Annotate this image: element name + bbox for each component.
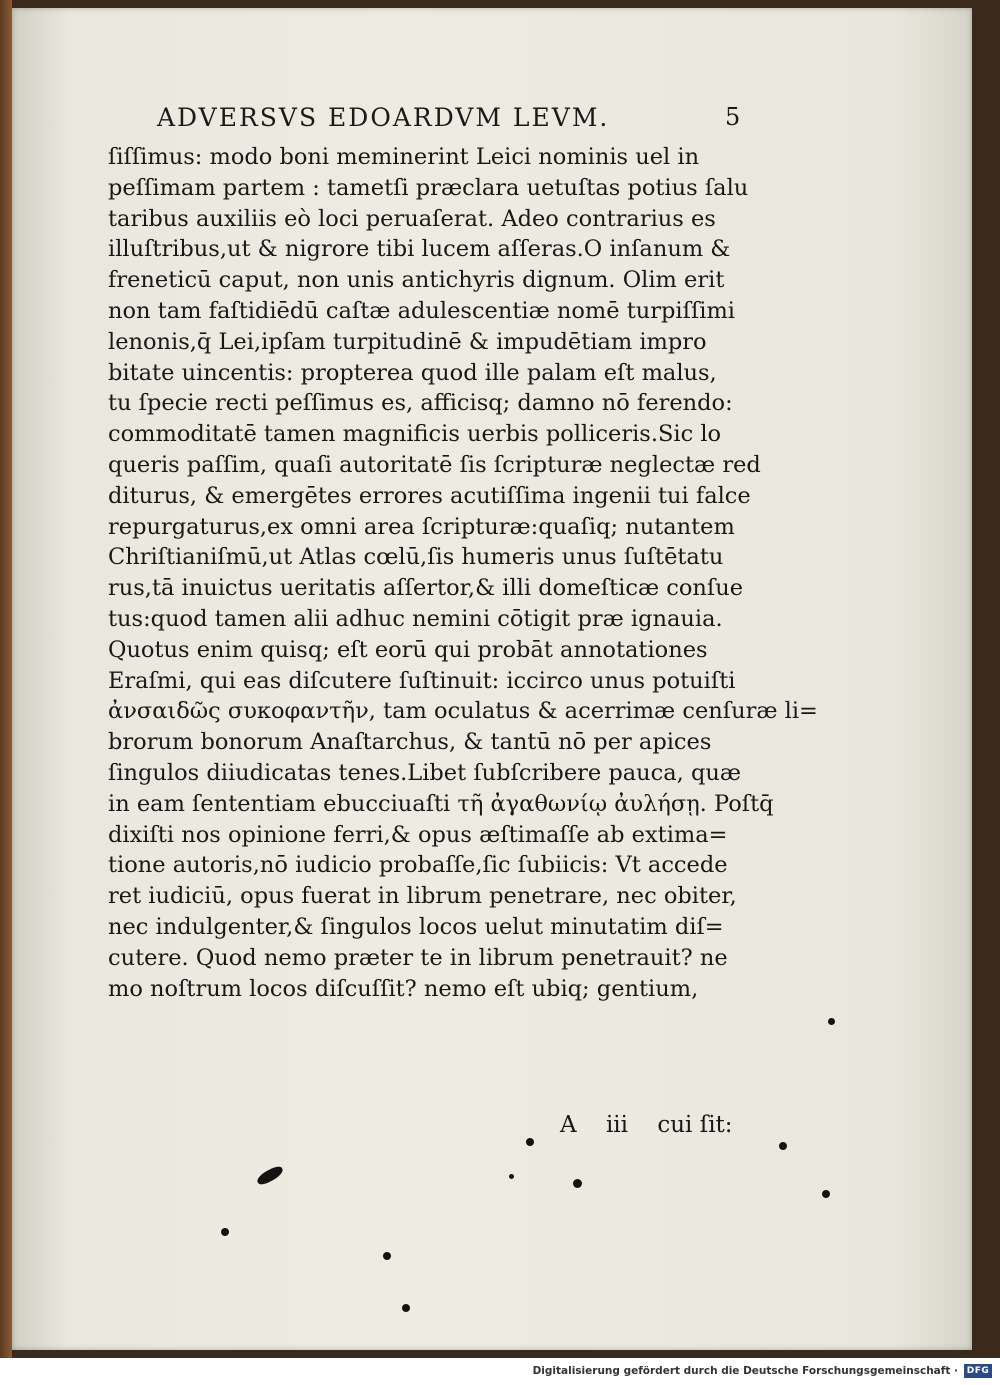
ink-speck [779,1142,787,1150]
text-line: Chriſtianiſmū,ut Atlas cœlū,ſis humeris unus ſuſtētatu [108,544,724,571]
dfg-logo: DFG [964,1364,992,1378]
text-line: commoditatē tamen magnificis uerbis polliceris.Sic lo [108,421,722,448]
text-line: ἀνσαιδῶς συκοφαντῆν, tam oculatus & acerrimæ cenſuræ li= [108,698,818,725]
footer-bar [0,1358,1000,1385]
text-line: rus,tā inuictus ueritatis aſſertor,& illi domeſticæ conſue [108,575,744,602]
signature-line [560,1112,755,1144]
text-line: nec indulgenter,& ſingulos locos uelut minutatim diſ= [108,913,724,940]
text-line: ſingulos diiudicatas tenes.Libet ſubſcribere pauca, quæ [108,759,742,786]
text-line: brorum bonorum Anaſtarchus, & tantū nō per apices [108,729,712,756]
catchword: cui ſit: [657,1112,733,1138]
text-line: mo noſtrum locos diſcuſſit? nemo eſt ubiq; gentium, [108,975,699,1002]
text-line: ſiſſimus: modo boni meminerint Leici nominis uel in [108,144,700,170]
text-line: tus:quod tamen alii adhuc nemini cōtigit præ ignauia. [108,605,723,632]
ink-speck [822,1190,830,1198]
ink-speck [573,1179,582,1188]
book-binding-edge [0,0,12,1358]
ink-speck [402,1304,410,1312]
text-line: dixiſti nos opinione ferri,& opus æſtimaſſe ab extima= [108,821,728,848]
text-line: cutere. Quod nemo præter te in librum penetrauit? ne [108,944,728,971]
ink-speck [509,1174,514,1179]
text-line: Quotus enim quisq; eſt eorū qui probāt annotationes [108,636,708,663]
text-line: taribus auxiliis eò loci peruaſerat. Adeo contrarius es [108,205,716,232]
text-line: illuſtribus,ut & nigrore tibi lucem aſſeras.O inſanum & [108,236,731,263]
text-block [108,142,818,1004]
funding-credit: Digitalisierung gefördert durch die Deutsche Forschungsgemeinschaft · [532,1365,958,1377]
text-line: tu ſpecie recti peſſimus es, afficisq; damno nō ferendo: [108,390,733,417]
book-page [12,8,972,1350]
ink-speck [526,1138,534,1146]
text-line: peſſimam partem : tametſi præclara uetuſtas potius ſalu [108,174,749,201]
text-line: ret iudiciū, opus fuerat in librum penetrare, nec obiter, [108,883,737,910]
page-number: 5 [725,103,743,131]
text-line: Eraſmi, qui eas diſcutere ſuſtinuit: iccirco unus potuiſti [108,667,736,694]
text-line: lenonis,q̄ Lei,ipſam turpitudinē & impudētiam impro [108,328,707,355]
text-line: non tam faſtidiēdū caſtæ adulescentiæ nomē turpiſſimi [108,297,736,324]
running-head [157,103,757,143]
signature-mark: A [560,1112,577,1138]
ink-speck [221,1228,229,1236]
text-line: diturus, & emergētes errores acutiſſima ingenii tui falce [108,482,751,509]
text-line: in eam ſententiam ebucciuaſti τῆ ἀγαθωνίῳ ἀυλήσῃ. Poſtq̄ [108,790,774,817]
ink-speck [828,1018,835,1025]
ink-speck [255,1164,285,1187]
text-line: freneticū caput, non unis antichyris dignum. Olim erit [108,267,725,294]
text-line: repurgaturus,ex omni area ſcripturæ:quaſiq; nutantem [108,513,735,540]
sheet-number: iii [605,1112,629,1138]
text-line: queris paſſim, quaſi autoritatē ſis ſcripturæ neglectæ red [108,451,761,478]
text-line: bitate uincentis: propterea quod ille palam eſt malus, [108,359,717,386]
running-head-title: ADVERSVS EDOARDVM LEVM. [157,103,610,132]
text-line: tione autoris,nō iudicio probaſſe,ſic ſubiicis: Vt accede [108,852,728,879]
ink-speck [383,1252,391,1260]
